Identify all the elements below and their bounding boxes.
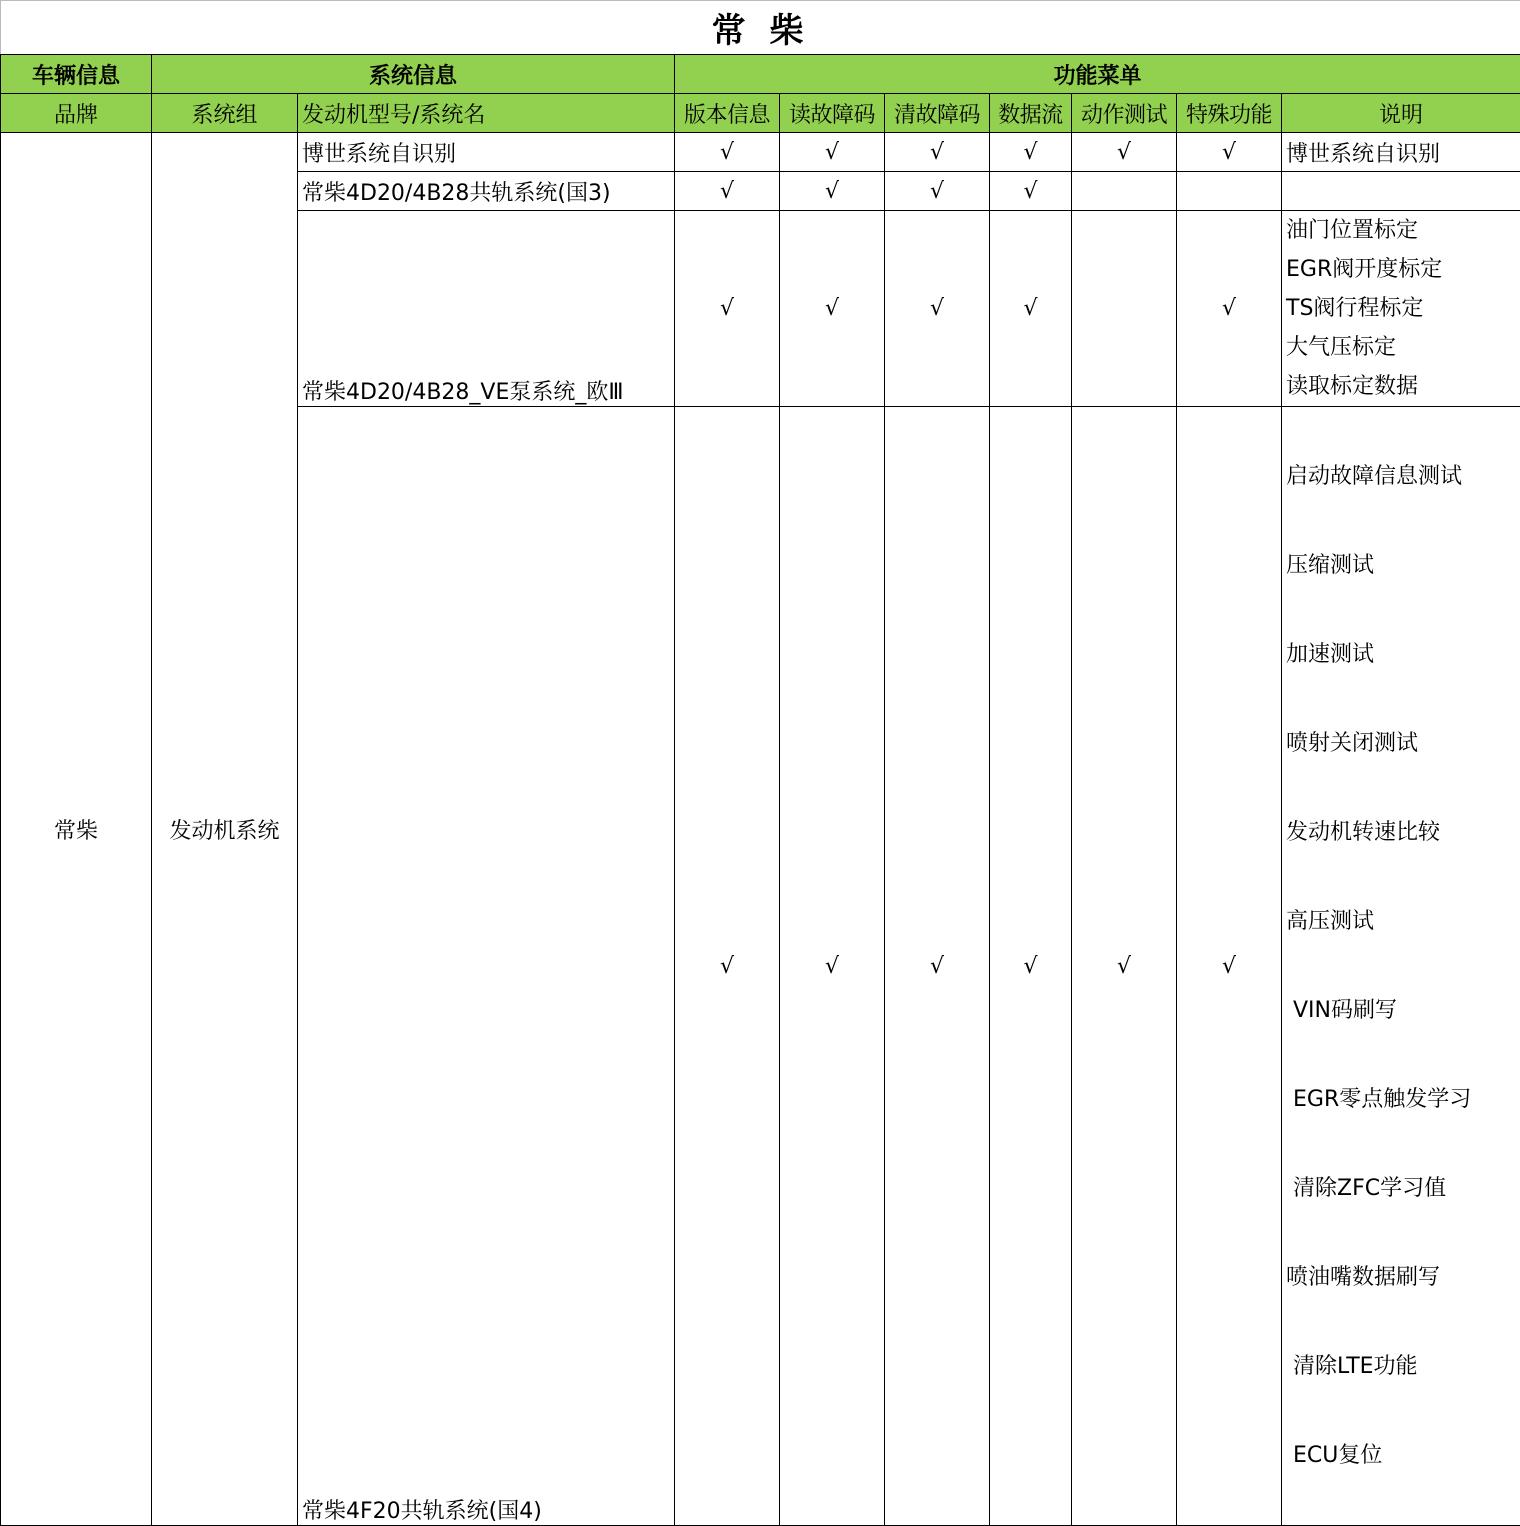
check-clear-fault: √ <box>885 172 990 211</box>
description-line: EGR阀开度标定 <box>1286 250 1516 289</box>
description-line: 清除LTE功能 <box>1286 1347 1516 1386</box>
column-header-description: 说明 <box>1282 94 1520 133</box>
brand-cell: 常柴 <box>1 133 152 1526</box>
check-data-stream: √ <box>990 407 1072 1526</box>
description-line: 清除ZFC学习值 <box>1286 1169 1516 1208</box>
check-data-stream: √ <box>990 133 1072 172</box>
check-read-fault: √ <box>780 133 885 172</box>
check-clear-fault: √ <box>885 407 990 1526</box>
column-header-special-function: 特殊功能 <box>1177 94 1282 133</box>
check-version-info: √ <box>675 133 780 172</box>
description-line: 油门位置标定 <box>1286 211 1516 250</box>
check-special-function: √ <box>1177 407 1282 1526</box>
description-cell <box>1282 407 1520 1526</box>
description-line: 大气压标定 <box>1286 328 1516 367</box>
check-version-info: √ <box>675 407 780 1526</box>
group-header-function: 功能菜单 <box>675 55 1520 94</box>
check-data-stream: √ <box>990 172 1072 211</box>
description-line: VIN码刷写 <box>1286 991 1516 1030</box>
check-special-function: √ <box>1177 211 1282 407</box>
description-line: 发动机转速比较 <box>1286 813 1516 852</box>
check-data-stream: √ <box>990 211 1072 407</box>
description-line: 加速测试 <box>1286 635 1516 674</box>
description-line: 高压测试 <box>1286 902 1516 941</box>
system-group-cell: 发动机系统 <box>152 133 298 1526</box>
column-header-read-fault: 读故障码 <box>780 94 885 133</box>
description-cell <box>1282 133 1520 172</box>
description-line: 博世系统自识别 <box>1286 142 1440 167</box>
column-header-data-stream: 数据流 <box>990 94 1072 133</box>
check-read-fault: √ <box>780 172 885 211</box>
description-line: EGR零点触发学习 <box>1286 1080 1516 1119</box>
check-clear-fault: √ <box>885 133 990 172</box>
description-line: TS阀行程标定 <box>1286 289 1516 328</box>
check-action-test <box>1072 211 1177 407</box>
description-line: 喷射关闭测试 <box>1286 724 1516 763</box>
description-cell <box>1282 172 1520 211</box>
column-header-version-info: 版本信息 <box>675 94 780 133</box>
check-version-info: √ <box>675 211 780 407</box>
engine-model-cell: 博世系统自识别 <box>298 133 675 172</box>
check-version-info: √ <box>675 172 780 211</box>
description-line: ECU复位 <box>1286 1436 1516 1475</box>
engine-model-cell: 常柴4F20共轨系统(国4) <box>298 407 675 1526</box>
engine-model-cell: 常柴4D20/4B28_VE泵系统_欧Ⅲ <box>298 211 675 407</box>
check-action-test <box>1072 172 1177 211</box>
column-header-clear-fault: 清故障码 <box>885 94 990 133</box>
description-line: 启动故障信息测试 <box>1286 457 1516 496</box>
group-header-system: 系统信息 <box>152 55 675 94</box>
column-header-engine-model: 发动机型号/系统名 <box>298 94 675 133</box>
description-line: 喷油嘴数据刷写 <box>1286 1258 1516 1297</box>
description-line: 读取标定数据 <box>1286 367 1516 406</box>
column-header-brand: 品牌 <box>1 94 152 133</box>
check-clear-fault: √ <box>885 211 990 407</box>
check-read-fault: √ <box>780 211 885 407</box>
engine-model-cell: 常柴4D20/4B28共轨系统(国3) <box>298 172 675 211</box>
sheet-title: 常 柴 <box>1 1 1520 55</box>
group-header-vehicle: 车辆信息 <box>1 55 152 94</box>
table-row <box>1 133 1520 172</box>
check-action-test: √ <box>1072 407 1177 1526</box>
description-line: 压缩测试 <box>1286 546 1516 585</box>
check-read-fault: √ <box>780 407 885 1526</box>
column-header-system-group: 系统组 <box>152 94 298 133</box>
check-action-test: √ <box>1072 133 1177 172</box>
check-special-function <box>1177 172 1282 211</box>
description-cell <box>1282 211 1520 407</box>
check-special-function: √ <box>1177 133 1282 172</box>
column-header-action-test: 动作测试 <box>1072 94 1177 133</box>
